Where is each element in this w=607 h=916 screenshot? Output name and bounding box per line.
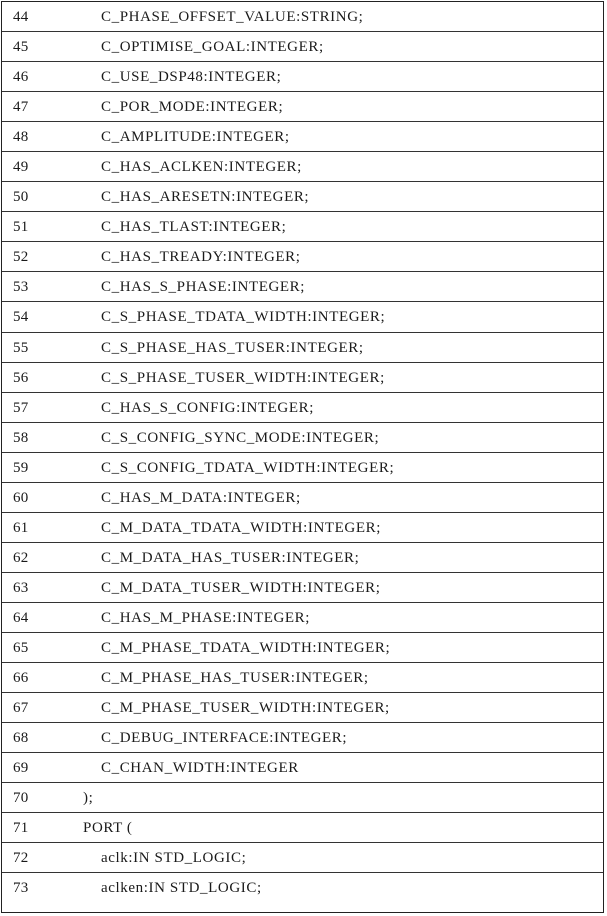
line-code: C_M_DATA_TUSER_WIDTH:INTEGER;: [101, 579, 381, 596]
line-code: C_HAS_TREADY:INTEGER;: [101, 249, 301, 266]
line-code: C_OPTIMISE_GOAL:INTEGER;: [101, 39, 324, 56]
code-line: [2, 242, 603, 272]
line-number: 60: [13, 489, 29, 506]
line-number: 51: [13, 219, 29, 236]
line-code: PORT (: [83, 820, 133, 837]
line-code: C_S_CONFIG_SYNC_MODE:INTEGER;: [101, 429, 380, 446]
line-number: 53: [13, 279, 29, 296]
line-number: 46: [13, 69, 29, 86]
code-line: [2, 333, 603, 363]
line-code: aclken:IN STD_LOGIC;: [101, 880, 262, 897]
code-line: [2, 92, 603, 122]
code-line: [2, 62, 603, 92]
line-number: 59: [13, 459, 29, 476]
line-number: 48: [13, 129, 29, 146]
line-code: C_DEBUG_INTERFACE:INTEGER;: [101, 730, 348, 747]
line-number: 73: [13, 880, 29, 897]
line-code: C_S_PHASE_HAS_TUSER:INTEGER;: [101, 339, 364, 356]
line-code: C_HAS_S_PHASE:INTEGER;: [101, 279, 306, 296]
line-code: C_M_PHASE_TDATA_WIDTH:INTEGER;: [101, 639, 391, 656]
line-number: 72: [13, 850, 29, 867]
code-line: [2, 633, 603, 663]
line-number: 69: [13, 760, 29, 777]
code-line: [2, 423, 603, 453]
line-number: 50: [13, 189, 29, 206]
code-line: [2, 122, 603, 152]
code-line: [2, 152, 603, 182]
code-line: [2, 393, 603, 423]
line-code: C_S_CONFIG_TDATA_WIDTH:INTEGER;: [101, 459, 395, 476]
line-number: 58: [13, 429, 29, 446]
line-code: C_HAS_M_DATA:INTEGER;: [101, 489, 301, 506]
line-code: );: [83, 790, 94, 807]
code-line: [2, 543, 603, 573]
code-line: [2, 843, 603, 873]
line-code: C_HAS_TLAST:INTEGER;: [101, 219, 287, 236]
line-number: 62: [13, 549, 29, 566]
line-code: C_HAS_ACLKEN:INTEGER;: [101, 159, 302, 176]
code-line: [2, 573, 603, 603]
code-line: [2, 212, 603, 242]
line-code: C_HAS_S_CONFIG:INTEGER;: [101, 399, 314, 416]
line-number: 44: [13, 9, 29, 25]
line-code: C_USE_DSP48:INTEGER;: [101, 69, 282, 86]
line-number: 65: [13, 639, 29, 656]
code-listing-table: [1, 1, 604, 913]
line-code: aclk:IN STD_LOGIC;: [101, 850, 247, 867]
code-line: [2, 483, 603, 513]
code-line: [2, 693, 603, 723]
line-number: 56: [13, 369, 29, 386]
line-code: C_S_PHASE_TDATA_WIDTH:INTEGER;: [101, 309, 386, 326]
line-number: 47: [13, 99, 29, 116]
code-line: [2, 753, 603, 783]
line-number: 61: [13, 519, 29, 536]
code-line: [2, 783, 603, 813]
code-line: [2, 513, 603, 543]
line-code: C_M_DATA_TDATA_WIDTH:INTEGER;: [101, 519, 381, 536]
line-number: 66: [13, 670, 29, 687]
line-code: C_PHASE_OFFSET_VALUE:STRING;: [101, 9, 364, 25]
line-number: 52: [13, 249, 29, 266]
line-number: 71: [13, 820, 29, 837]
line-number: 55: [13, 339, 29, 356]
code-line: [2, 2, 603, 32]
line-number: 57: [13, 399, 29, 416]
line-code: C_CHAN_WIDTH:INTEGER: [101, 760, 299, 777]
line-number: 68: [13, 730, 29, 747]
code-line: [2, 813, 603, 843]
line-code: C_S_PHASE_TUSER_WIDTH:INTEGER;: [101, 369, 385, 386]
code-line: [2, 723, 603, 753]
code-line: [2, 603, 603, 633]
code-line: [2, 302, 603, 332]
code-line: [2, 453, 603, 483]
line-code: C_AMPLITUDE:INTEGER;: [101, 129, 290, 146]
code-line: [2, 182, 603, 212]
code-line: [2, 32, 603, 62]
line-number: 70: [13, 790, 29, 807]
line-number: 45: [13, 39, 29, 56]
code-line: [2, 663, 603, 693]
line-code: C_HAS_ARESETN:INTEGER;: [101, 189, 310, 206]
line-number: 64: [13, 609, 29, 626]
code-line: [2, 873, 603, 903]
line-code: C_POR_MODE:INTEGER;: [101, 99, 284, 116]
line-number: 49: [13, 159, 29, 176]
line-code: C_HAS_M_PHASE:INTEGER;: [101, 609, 311, 626]
line-number: 67: [13, 700, 29, 717]
code-line: [2, 363, 603, 393]
line-number: 63: [13, 579, 29, 596]
line-code: C_M_PHASE_TUSER_WIDTH:INTEGER;: [101, 700, 390, 717]
code-line: [2, 272, 603, 302]
line-code: C_M_PHASE_HAS_TUSER:INTEGER;: [101, 670, 369, 687]
line-code: C_M_DATA_HAS_TUSER:INTEGER;: [101, 549, 360, 566]
line-number: 54: [13, 309, 29, 326]
